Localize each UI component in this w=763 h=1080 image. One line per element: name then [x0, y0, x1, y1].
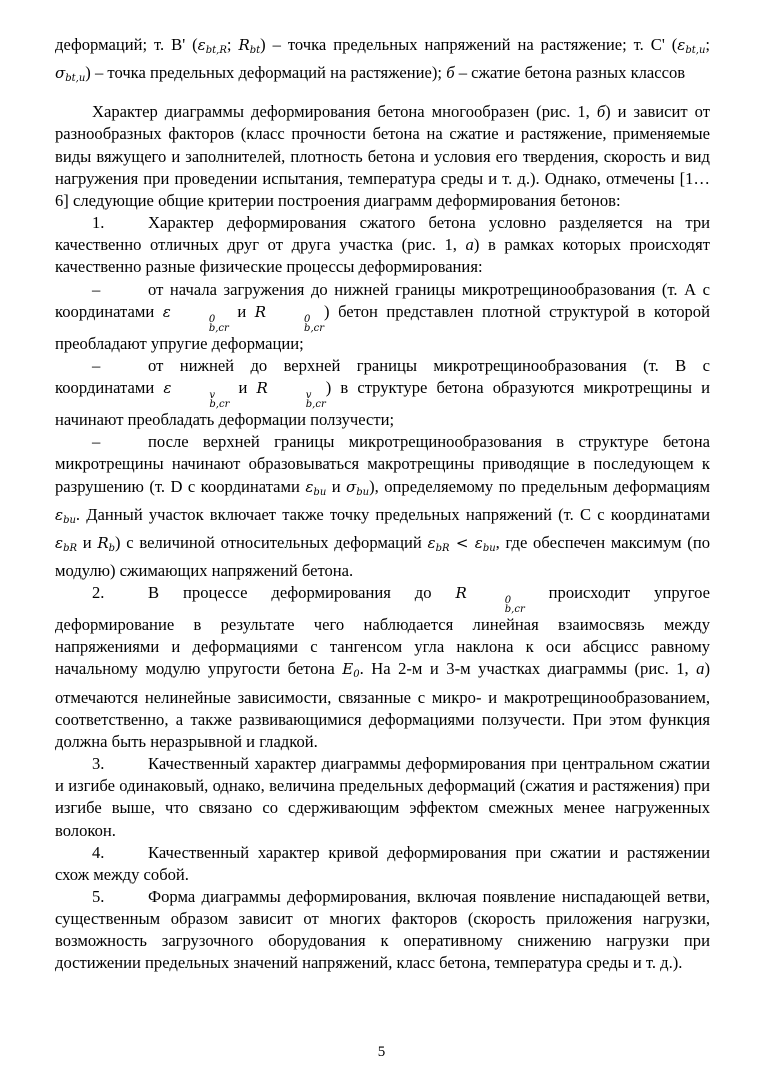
math-r-bt: $R_{bt}$	[238, 36, 261, 56]
math-eps-br: $\varepsilon_{bR}$	[55, 533, 77, 554]
math-sigma-bu: $\sigma_{bu}$	[346, 477, 370, 498]
page-number: 5	[377, 1044, 386, 1060]
math-r-0-bcr: R 0 b,cr	[254, 302, 325, 334]
math-eps-bt-r: $\varepsilon_{bt,R}$	[197, 36, 227, 56]
math-r-b: $R_b$	[97, 533, 116, 554]
math-e0: $E_0$	[342, 660, 360, 681]
math-inequality: $\varepsilon_{bR} < \varepsilon_{bu}$	[427, 533, 496, 554]
figure-caption-continuation: деформаций; т. В' ($\varepsilon_{bt,R}$; $R_{bt}$) – точка предельных напряжений на растяжение; т. С' ($\varepsilon_{bt,u}$; $\sigma_{bt,u}$) – точка предельных деформаций на растяжение); б – сжатие бетона разных классов	[55, 35, 711, 85]
math-eps-0-bcr: ε 0 b,cr	[162, 302, 229, 334]
list-item-5: 5. Форма диаграммы деформирования, включая появление ниспадающей ветви, существенным образом зависит от многих факторов (скорость приложения нагрузки, возможность загрузочного оборудования к оперативному снижению нагрузки при достижении предельных значений напряжений, класс бетона, температура среды и т. д.).	[55, 887, 710, 973]
math-eps-v-bcr: ε v b,cr	[163, 379, 230, 411]
dash-item-1: – от начала загружения до нижней границы микротрещинообразования (т. А с координатами ε 0 b,cr и R 0 b,cr ) бетон представлен плотной структурой в которой преобладают упругие деформации;	[55, 279, 710, 353]
paragraph-intro: Характер диаграммы деформирования бетона многообразен (рис. 1, б) и зависит от разнообразных факторов (класс прочности бетона на сжатие и растяжение, применяемые виды вяжущего и заполнителей, плотность бетона и условия его твердения, скорость и вид нагружения при проведении испытания, температура среды и т. д.). Однако, отмечены [1…6] следующие общие критерии построения диаграмм деформирования бетонов:	[55, 102, 710, 210]
math-r-v-bcr: R v b,cr	[256, 379, 326, 411]
list-item-1: 1. Характер деформирования сжатого бетона условно разделяется на три качественно отличных друг от друга участка (рис. 1, а) в рамках которых происходят качественно разные физические процессы деформирования:	[55, 213, 710, 277]
list-item-4: 4. Качественный характер кривой деформирования при сжатии и растяжении схож между собой.	[55, 842, 710, 884]
list-item-3: 3. Качественный характер диаграммы деформирования при центральном сжатии и изгибе одинаковый, однако, величина предельных деформаций (сжатия и растяжения) при изгибе выше, что связано со сдерживающим эффектом смежных менее нагруженных волокон.	[55, 754, 710, 840]
math-sigma-bt-u: $\sigma_{bt,u}$	[55, 64, 86, 85]
math-eps-bt-u: $\varepsilon_{bt,u}$	[677, 36, 706, 56]
page-body	[55, 34, 710, 975]
math-eps-bu-2: $\varepsilon_{bu}$	[55, 505, 76, 526]
dash-item-2: – от нижней до верхней границы микротрещинообразования (т. В с координатами ε v b,cr и R v b,cr ) в структуре бетона образуются микротрещины и начинают преобладать деформации ползучести;	[55, 355, 710, 430]
list-item-2: 2. В процессе деформирования до R 0 b,cr происходит упругое деформирование в результате чего наблюдается линейная взаимосвязь между напряжениями и деформациями с тангенсом угла наклона к оси абсцисс равному начальному модулю упругости бетона $E_0$. На 2-м и 3-м участках диаграммы (рис. 1, а) отмечаются нелинейные зависимости, связанные с микро- и макротрещинообразованием, соответственно, а также развивающимися деформациями ползучести. При этом функция должна быть неразрывной и гладкой.	[55, 583, 710, 751]
math-r-0-bcr-2: R 0 b,cr	[455, 584, 525, 616]
math-eps-bu: $\varepsilon_{bu}$	[305, 477, 327, 498]
dash-item-3: – после верхней границы микротрещинообразования в структуре бетона микротрещины начинают образовываться макротрещины приводящие в последующем к разрушению (т. D с координатами $\varepsilon_{bu}$ и $\sigma_{bu}$), определяемому по предельным деформациям $\varepsilon_{bu}$. Данный участок включает также точку предельных напряжений (т. С с координатами $\varepsilon_{bR}$ и $R_b$) с величиной относительных деформаций $\varepsilon_{bR} < \varepsilon_{bu}$, где обеспечен максимум (по модулю) сжимающих напряжений бетона.	[55, 432, 710, 580]
